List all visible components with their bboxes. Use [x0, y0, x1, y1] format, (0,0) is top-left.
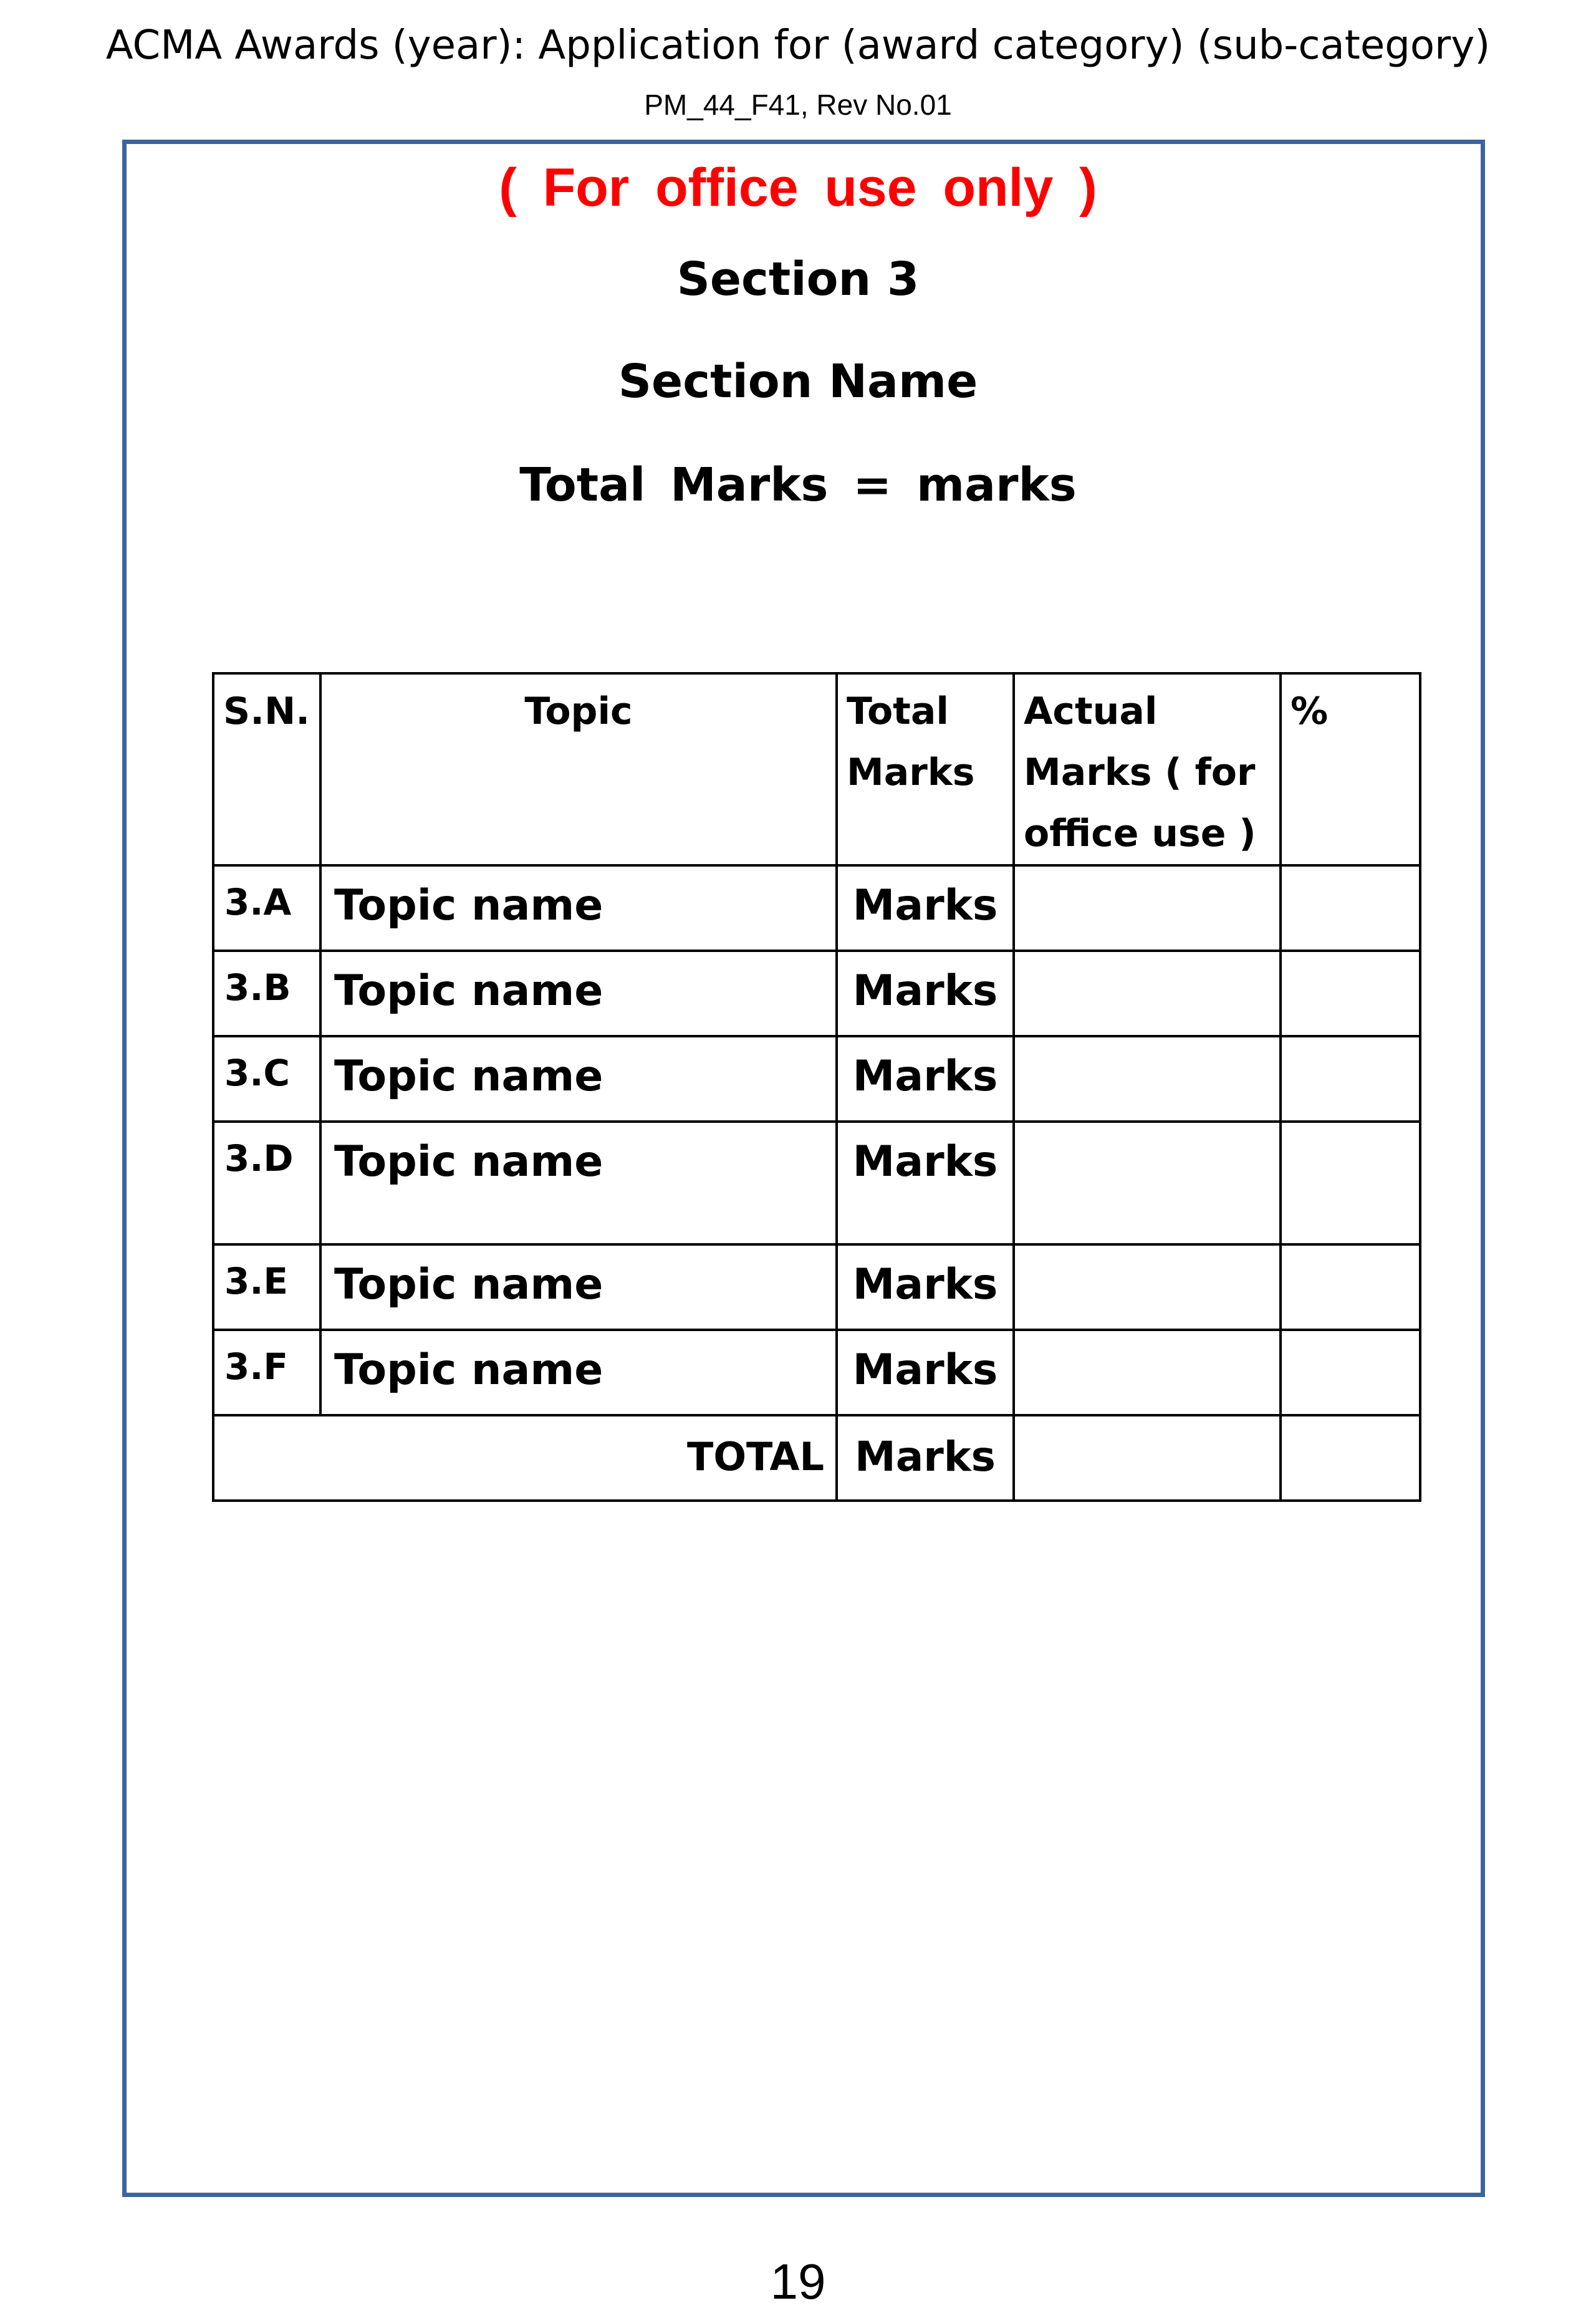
document-code: PM_44_F41, Rev No.01 — [644, 89, 952, 121]
row-percent-cell[interactable] — [1281, 1244, 1420, 1330]
section-total-marks: Total Marks = marks — [519, 458, 1077, 512]
row-percent-cell[interactable] — [1281, 1036, 1420, 1122]
row-sn: 3.D — [213, 1122, 320, 1244]
header-percent: % — [1281, 673, 1420, 865]
row-topic: Topic name — [320, 1036, 837, 1122]
row-actual-marks-cell[interactable] — [1014, 1244, 1281, 1330]
row-total-marks: Marks — [837, 1244, 1014, 1330]
row-percent-cell[interactable] — [1281, 1330, 1420, 1415]
row-actual-marks-cell[interactable] — [1014, 1330, 1281, 1415]
row-topic: Topic name — [320, 1122, 837, 1244]
table-row — [213, 1244, 1420, 1330]
row-topic: Topic name — [320, 951, 837, 1036]
row-topic: Topic name — [320, 1330, 837, 1415]
table-total-row — [213, 1415, 1420, 1501]
row-actual-marks-cell[interactable] — [1014, 865, 1281, 951]
total-actual-marks-cell[interactable] — [1014, 1415, 1281, 1501]
header-total-marks: Total Marks — [837, 673, 1014, 865]
total-marks: Marks — [837, 1415, 1014, 1501]
row-percent-cell[interactable] — [1281, 865, 1420, 951]
section-name: Section Name — [618, 355, 978, 408]
row-total-marks: Marks — [837, 1330, 1014, 1415]
row-sn: 3.B — [213, 951, 320, 1036]
row-sn: 3.E — [213, 1244, 320, 1330]
row-total-marks: Marks — [837, 865, 1014, 951]
header-actual-marks: Actual Marks ( for office use ) — [1014, 673, 1281, 865]
row-topic: Topic name — [320, 865, 837, 951]
table-row — [213, 865, 1420, 951]
row-actual-marks-cell[interactable] — [1014, 1122, 1281, 1244]
table-row — [213, 951, 1420, 1036]
row-sn: 3.A — [213, 865, 320, 951]
page-number: 19 — [770, 2254, 826, 2309]
row-actual-marks-cell[interactable] — [1014, 1036, 1281, 1122]
row-actual-marks-cell[interactable] — [1014, 951, 1281, 1036]
row-total-marks: Marks — [837, 1036, 1014, 1122]
row-sn: 3.C — [213, 1036, 320, 1122]
document-title: ACMA Awards (year): Application for (award category) (sub-category) — [105, 22, 1491, 69]
table-header-row — [213, 673, 1420, 865]
table-row — [213, 1036, 1420, 1122]
row-percent-cell[interactable] — [1281, 1122, 1420, 1244]
row-topic: Topic name — [320, 1244, 837, 1330]
total-label: TOTAL — [213, 1415, 837, 1501]
row-percent-cell[interactable] — [1281, 951, 1420, 1036]
row-total-marks: Marks — [837, 1122, 1014, 1244]
row-total-marks: Marks — [837, 951, 1014, 1036]
header-topic: Topic — [320, 673, 837, 865]
total-percent-cell[interactable] — [1281, 1415, 1420, 1501]
table-row — [213, 1330, 1420, 1415]
office-use-note: ( For office use only ) — [499, 158, 1097, 218]
table-row — [213, 1122, 1420, 1244]
section-number: Section 3 — [676, 252, 920, 306]
row-sn: 3.F — [213, 1330, 320, 1415]
header-sn: S.N. — [213, 673, 320, 865]
marks-table — [212, 672, 1421, 1502]
